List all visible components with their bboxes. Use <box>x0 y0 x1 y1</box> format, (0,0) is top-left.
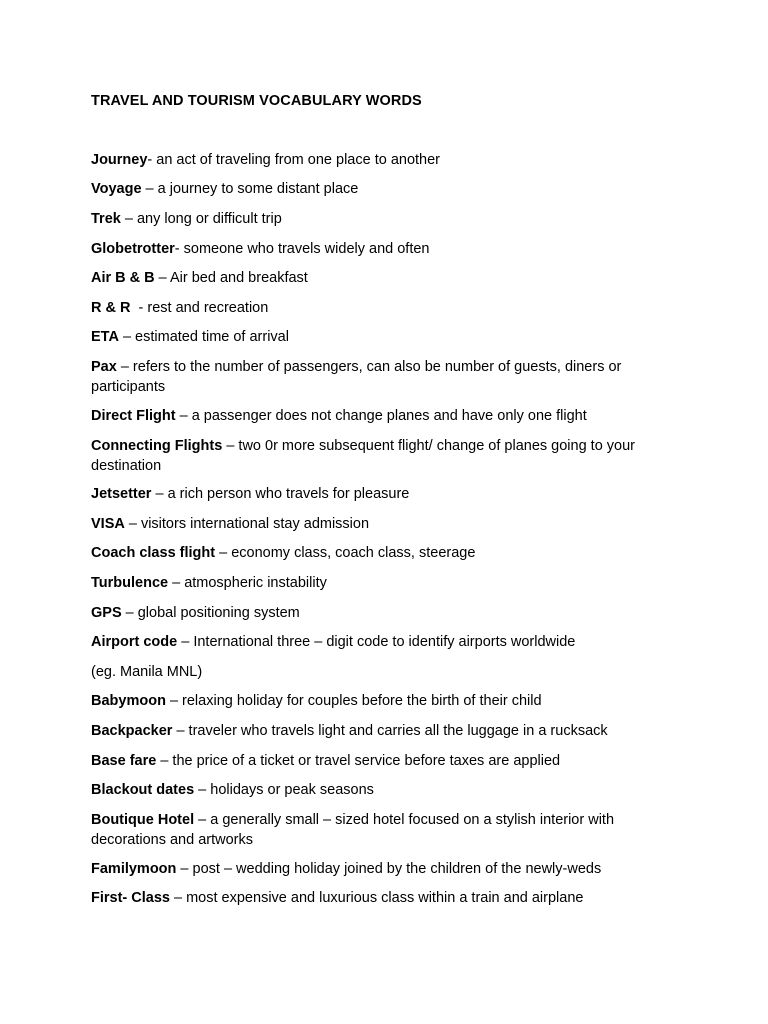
vocab-entry <box>91 328 671 348</box>
document-title: TRAVEL AND TOURISM VOCABULARY WORDS <box>91 93 422 109</box>
vocab-entry <box>91 692 671 712</box>
vocab-term: Trek <box>91 211 121 227</box>
vocab-term: Turbulence <box>91 575 169 591</box>
vocab-definition: – post – wedding holiday joined by the children of the newly-weds <box>176 861 602 877</box>
vocab-entry <box>91 781 671 801</box>
vocab-term: Globetrotter <box>91 241 175 257</box>
vocab-entry <box>91 889 671 909</box>
vocab-term: Boutique Hotel <box>91 812 195 828</box>
vocab-entry <box>91 574 671 594</box>
vocab-entry <box>91 752 671 772</box>
vocab-entry <box>91 437 671 476</box>
vocab-definition: (eg. Manila MNL) <box>91 664 203 680</box>
vocab-definition: – refers to the number of passengers, can also be number of guests, diners or participants <box>91 359 622 395</box>
vocab-term: VISA <box>91 516 125 532</box>
vocab-definition: – visitors international stay admission <box>124 516 370 532</box>
vocab-definition: – a rich person who travels for pleasure <box>151 486 410 502</box>
vocab-entry <box>91 299 671 319</box>
vocab-entry <box>91 722 671 742</box>
vocab-term: Air B & B <box>91 270 155 286</box>
vocab-term: R & R <box>91 300 131 316</box>
vocab-term: Blackout dates <box>91 782 195 798</box>
vocab-definition: – Air bed and breakfast <box>154 270 308 286</box>
vocab-term: Jetsetter <box>91 486 152 502</box>
vocab-entry <box>91 485 671 505</box>
vocab-term: First- Class <box>91 890 170 906</box>
vocab-definition: – traveler who travels light and carries all the luggage in a rucksack <box>172 723 608 739</box>
vocab-definition: – two 0r more subsequent flight/ change of planes going to your destination <box>91 438 636 474</box>
vocab-term: ETA <box>91 329 119 345</box>
vocab-definition: – International three – digit code to identify airports worldwide <box>177 634 576 650</box>
vocab-entry <box>91 544 671 564</box>
vocab-entry <box>91 663 671 683</box>
vocab-definition: – the price of a ticket or travel service before taxes are applied <box>156 753 561 769</box>
vocab-term: GPS <box>91 605 122 621</box>
vocab-entry <box>91 240 671 260</box>
vocab-term: Base fare <box>91 753 157 769</box>
vocab-entry <box>91 515 671 535</box>
vocab-definition: – estimated time of arrival <box>118 329 289 345</box>
vocab-entry <box>91 860 671 880</box>
vocab-term: Direct Flight <box>91 408 176 424</box>
vocab-definition: – relaxing holiday for couples before the birth of their child <box>165 693 542 709</box>
vocab-entry <box>91 269 671 289</box>
vocab-term: Airport code <box>91 634 178 650</box>
vocab-term: Connecting Flights <box>91 438 223 454</box>
vocab-entry <box>91 604 671 624</box>
vocab-term: Journey <box>91 152 148 168</box>
vocab-definition: – a passenger does not change planes and have only one flight <box>175 408 587 424</box>
vocab-entry <box>91 358 671 397</box>
vocab-definition: – atmospheric instability <box>168 575 327 591</box>
vocab-definition: – a generally small – sized hotel focused on a stylish interior with decorations and artworks <box>91 812 615 848</box>
vocab-definition: - rest and recreation <box>130 300 269 316</box>
vocab-definition: – most expensive and luxurious class within a train and airplane <box>169 890 584 906</box>
vocab-entry <box>91 210 671 230</box>
vocab-definition: - an act of traveling from one place to another <box>147 152 441 168</box>
vocab-entry <box>91 151 671 171</box>
vocab-term: Coach class flight <box>91 545 216 561</box>
vocab-term: Pax <box>91 359 117 375</box>
vocab-definition: – any long or difficult trip <box>120 211 282 227</box>
vocab-entry <box>91 633 671 653</box>
vocab-definition: – global positioning system <box>121 605 300 621</box>
vocab-entry <box>91 407 671 427</box>
vocab-definition: – a journey to some distant place <box>141 181 359 197</box>
vocab-term: Babymoon <box>91 693 166 709</box>
vocab-entry <box>91 180 671 200</box>
vocab-term: Voyage <box>91 181 142 197</box>
vocab-term: Familymoon <box>91 861 177 877</box>
vocab-term: Backpacker <box>91 723 173 739</box>
vocab-definition: – economy class, coach class, steerage <box>215 545 476 561</box>
vocab-definition: - someone who travels widely and often <box>174 241 430 257</box>
vocab-entry <box>91 811 671 850</box>
vocab-definition: – holidays or peak seasons <box>194 782 374 798</box>
